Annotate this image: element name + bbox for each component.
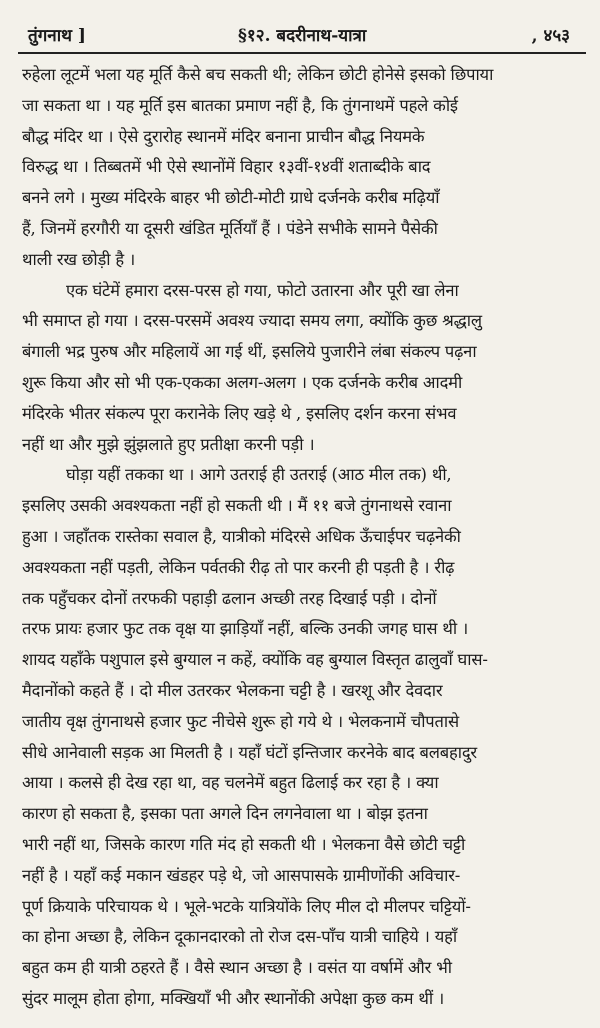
text-line: भी समाप्त हो गया । दरस-परसमें अवश्य ज्यादा समय लगा, क्योंकि कुछ श्रद्धालु (22, 311, 482, 331)
text-line: सीधे आनेवाली सड़क आ मिलती है । यहाँ घंटों इन्तिजार करनेके बाद बलबहादुर (22, 742, 477, 762)
text-line: मंदिरके भीतर संकल्प पूरा करानेके लिए खड़े थे , इसलिए दर्शन करना संभव (22, 403, 457, 423)
text-line: अवश्यकता नहीं पड़ती, लेकिन पर्वतकी रीढ़ तो पार करनी ही पड़ती है । रीढ़ (22, 557, 455, 577)
text-line: मैदानोंको कहते हैं । दो मील उतरकर भेलकना चट्टी है । खरशू और देवदार (22, 680, 443, 700)
text-line: हुआ । जहाँतक रास्तेका सवाल है, यात्रीको मंदिरसे अधिक ऊँचाईपर चढ़नेकी (22, 526, 461, 546)
text-line: पूर्ण क्रियाके परिचायक थे । भूले-भटके यात्रियोंके लिए मील दो मीलपर चट्टियों- (22, 896, 471, 916)
text-line: बौद्ध मंदिर था । ऐसे दुरारोह स्थानमें मंदिर बनाना प्राचीन बौद्ध नियमके (22, 126, 425, 146)
text-line: जातीय वृक्ष तुंगनाथसे हजार फुट नीचेसे शुरू हो गये थे । भेलकनामें चौपतासे (22, 711, 459, 731)
page-body-text (22, 60, 584, 1015)
text-line: विरुद्ध था । तिब्बतमें भी ऐसे स्थानोंमें विहार १३वीं-१४वीं शताब्दीके बाद (22, 157, 431, 177)
paragraph (22, 60, 584, 276)
text-line: जा सकता था । यह मूर्ति इस बातका प्रमाण नहीं है, कि तुंगनाथमें पहले कोई (22, 95, 458, 115)
text-line: एक घंटेमें हमारा दरस-परस हो गया, फोटो उतारना और पूरी खा लेना (66, 280, 459, 300)
text-line: शुरू किया और सो भी एक-एकका अलग-अलग । एक दर्जनके करीब आदमी (22, 372, 463, 392)
text-line: घोड़ा यहीं तकका था । आगे उतराई ही उतराई (आठ मील तक) थी, (66, 465, 452, 485)
text-line: रुहेला लूटमें भला यह मूर्ति कैसे बच सकती थी; लेकिन छोटी होनेसे इसको छिपाया (22, 65, 494, 84)
text-line: बहुत कम ही यात्री ठहरते हैं । वैसे स्थान अच्छा है । वसंत या वर्षामें और भी (22, 958, 452, 978)
page-number: , ४५३ (531, 26, 570, 46)
text-line: तरफ प्रायः हजार फुट तक वृक्ष या झाड़ियाँ नहीं, बल्कि उनकी जगह घास थी । (22, 619, 469, 639)
paragraph (22, 460, 584, 1014)
text-line: आया । कलसे ही देख रहा था, वह चलनेमें बहुत ढिलाई कर रहा है । क्या (22, 773, 439, 793)
header-section-title: §१२. बदरीनाथ-यात्रा (238, 26, 367, 46)
text-line: सुंदर मालूम होता होगा, मक्खियाँ भी और स्थानोंकी अपेक्षा कुछ कम थीं । (22, 988, 445, 1008)
text-line: थाली रख छोड़ी है । (22, 249, 136, 269)
text-line: बंगाली भद्र पुरुष और महिलायें आ गई थीं, इसलिये पुजारीने लंबा संकल्प पढ़ना (22, 342, 477, 362)
running-header (20, 20, 582, 54)
text-line: भारी नहीं था, जिसके कारण गति मंद हो सकती थी । भेलकना वैसे छोटी चट्टी (22, 834, 466, 854)
text-line: बनने लगे । मुख्य मंदिरके बाहर भी छोटी-मोटी ग्राधे दर्जनके करीब मढ़ियाँ (22, 188, 440, 208)
text-line: शायद यहाँके पशुपाल इसे बुग्याल न कहें, क्योंकि वह बुग्याल विस्तृत ढालुवाँ घास- (22, 650, 488, 670)
header-chapter-title: तुंगनाथ ] (28, 26, 86, 46)
text-line: नहीं था और मुझे झुंझलाते हुए प्रतीक्षा करनी पड़ी । (22, 434, 315, 454)
text-line: का होना अच्छा है, लेकिन दूकानदारको तो रोज दस-पाँच यात्री चाहिये । यहाँ (22, 927, 457, 947)
text-line: इसलिए उसकी अवश्यकता नहीं हो सकती थी । मैं ११ बजे तुंगनाथसे रवाना (22, 496, 452, 516)
paragraph (22, 276, 584, 461)
text-line: नहीं है । यहाँ कई मकान खंडहर पड़े थे, जो आसपासके ग्रामीणोंकी अविचार- (22, 865, 461, 885)
text-line: तक पहुँचकर दोनों तरफकी पहाड़ी ढलान अच्छी तरह दिखाई पड़ी । दोनों (22, 588, 437, 608)
header-rule (18, 52, 586, 54)
text-line: हैं, जिनमें हरगौरी या दूसरी खंडित मूर्तियाँ हैं । पंडेने सभीके सामने पैसेकी (22, 218, 438, 238)
text-line: कारण हो सकता है, इसका पता अगले दिन लगनेवाला था । बोझ इतना (22, 804, 428, 824)
